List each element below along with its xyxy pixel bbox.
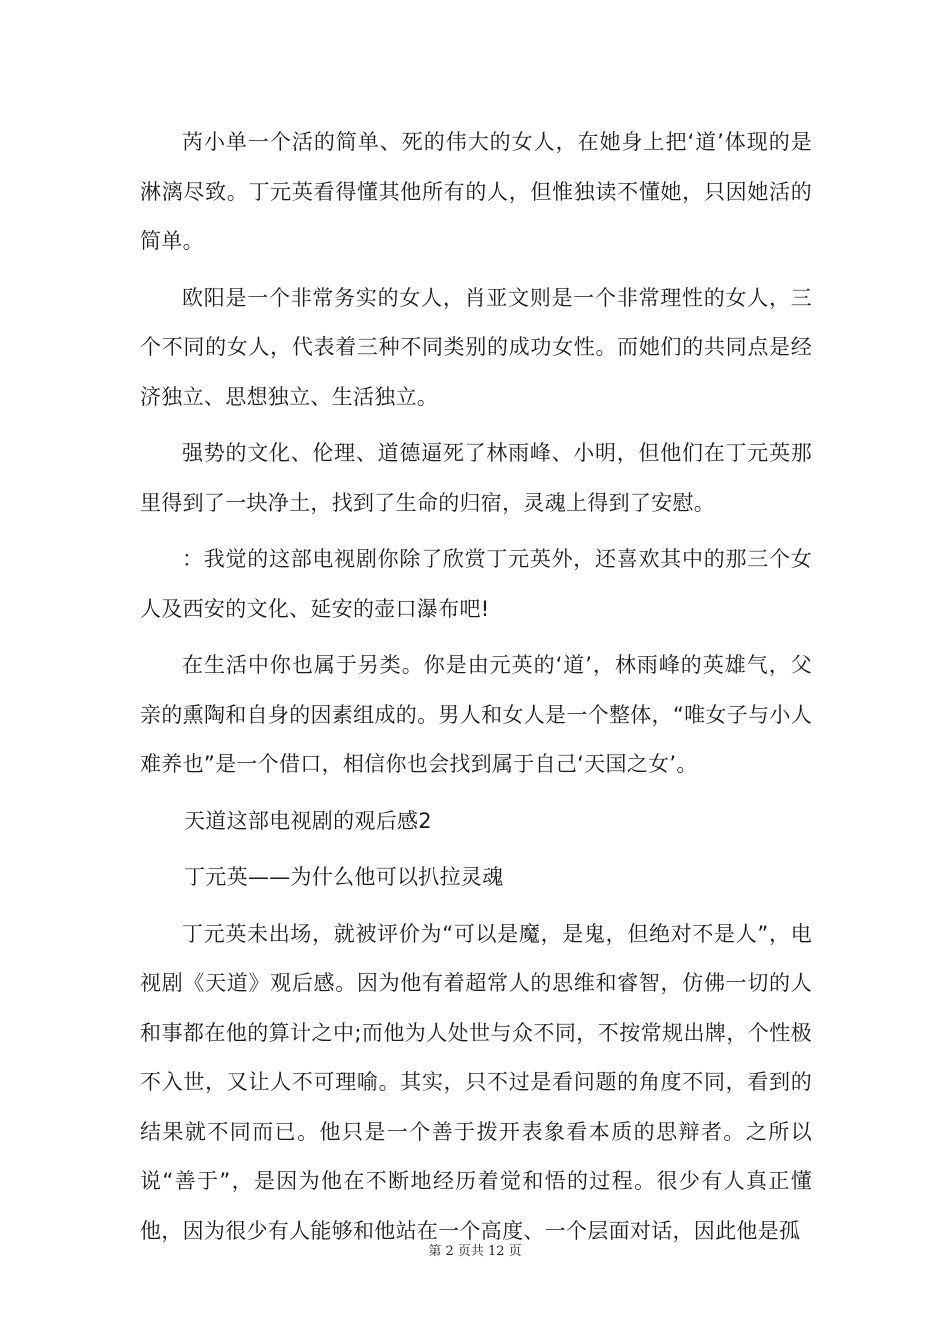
paragraph: 欧阳是一个非常务实的女人，肖亚文则是一个非常理性的女人，三个不同的女人，代表着三种不同类别的成功女性。而她们的共同点是经济独立、思想独立、生活独立。 [140,285,812,409]
page-number-footer: 第 2 页共 12 页 [428,1244,522,1259]
paragraph: 芮小单一个活的简单、死的伟大的女人，在她身上把‘道’体现的是淋漓尽致。丁元英看得懂其他所有的人，但惟独读不懂她，只因她活的简单。 [140,130,812,253]
document-body [140,118,812,1263]
paragraph: 在生活中你也属于另类。你是由元英的‘道’，林雨峰的英雄气，父亲的熏陶和自身的因素组成的。男人和女人是一个整体，“唯女子与小人难养也”是一个借口，相信你也会找到属于自己‘天国之女’。 [140,653,812,776]
paragraph: ：我觉的这部电视剧你除了欣赏丁元英外，还喜欢其中的那三个女人及西安的文化、延安的壶口瀑布吧! [140,547,812,621]
paragraph: 丁元英未出场，就被评价为“可以是魔，是鬼，但绝对不是人”，电视剧《天道》观后感。因为他有着超常人的思维和睿智，仿佛一切的人和事都在他的算计之中;而他为人处世与众不同，不按常规出牌，个性极不入世，又让人不可理喻。其实，只不过是看问题的角度不同，看到的结果就不同而已。他只是一个善于拨开表象看本质的思辩者。之所以说“善于”，是因为他在不断地经历着觉和悟的过程。很少有人真正懂他，因为很少有人能够和他站在一个高度、一个层面对话，因此他是孤 [140,921,812,1243]
section-heading: 天道这部电视剧的观后感2 [184,808,432,833]
section-subheading: 丁元英——为什么他可以扒拉灵魂 [184,865,504,889]
paragraph: 强势的文化、伦理、道德逼死了林雨峰、小明，但他们在丁元英那里得到了一块净土，找到了生命的归宿，灵魂上得到了安慰。 [140,441,812,515]
